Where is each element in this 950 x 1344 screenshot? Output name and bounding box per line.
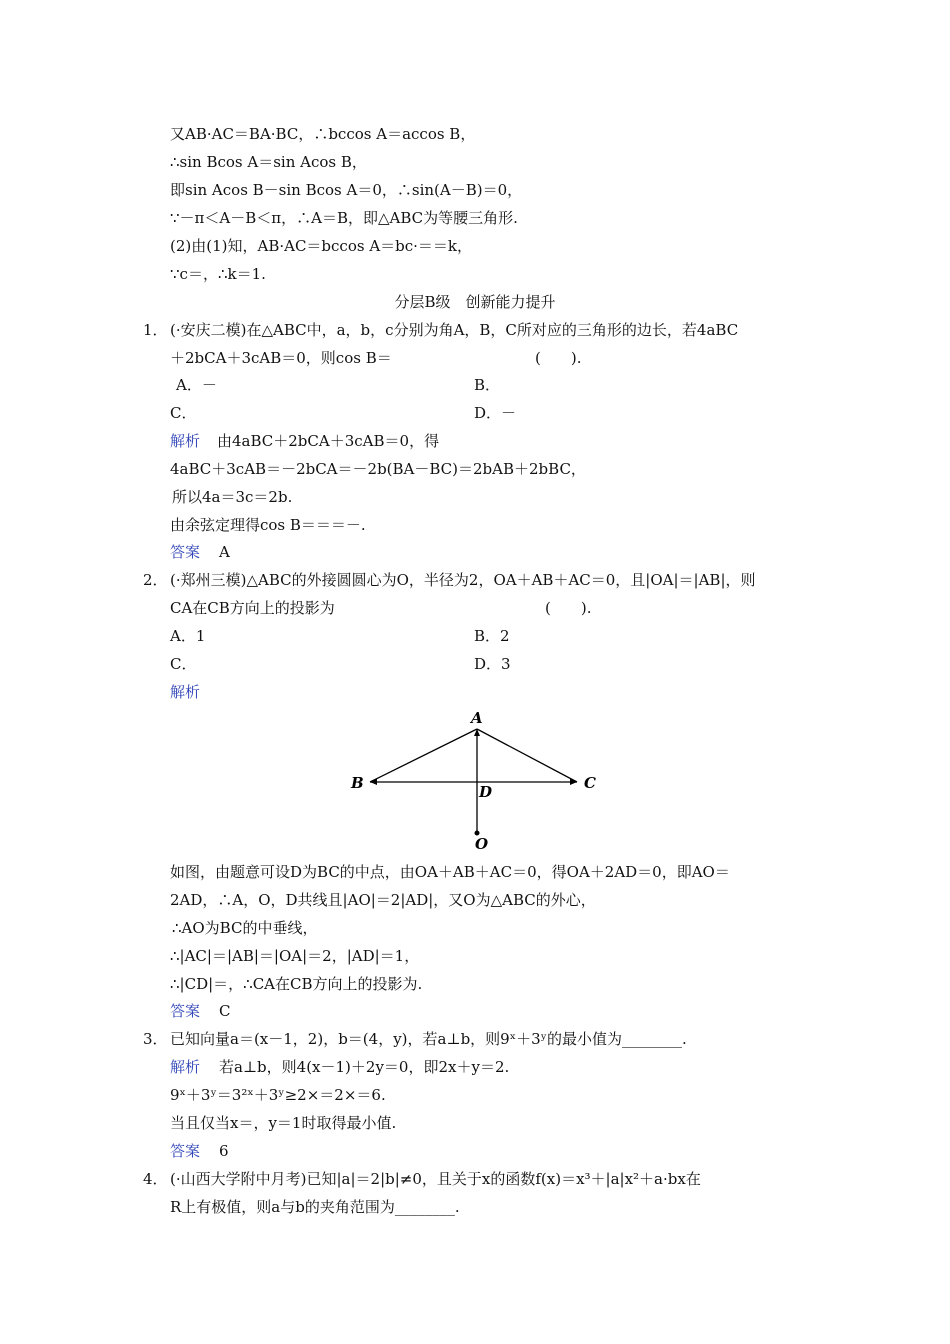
q2-stem-line-1: (·郑州三模)△ABC的外接圆圆心为O，半径为2，OA＋AB＋AC＝0，且|OA|＝|AB|，则 xyxy=(170,571,756,589)
q2-solution-line-3: ∴AO为BC的中垂线， xyxy=(172,919,318,937)
q3-number: 3． xyxy=(143,1030,168,1048)
point-label-o: O xyxy=(475,835,489,853)
q3-answer-label: 答案 xyxy=(170,1142,201,1160)
prev-line-3: 即sin Acos B－sin Bcos A＝0，∴sin(A－B)＝0， xyxy=(170,181,523,199)
section-title: 分层B级 创新能力提升 xyxy=(394,293,556,311)
q2-answer-label: 答案 xyxy=(170,1002,201,1020)
point-label-d: D xyxy=(479,783,493,801)
q1-option-d: D．－ xyxy=(474,404,517,422)
q2-solution-line-1: 如图，由题意可设D为BC的中点，由OA＋AB＋AC＝0，得OA＋2AD＝0，即AO＝ xyxy=(170,863,730,881)
q3-solution-line-1: 若a⊥b，则4(x－1)＋2y＝0，即2x＋y＝2. xyxy=(219,1058,510,1076)
prev-line-6: ∵c＝，∴k＝1. xyxy=(170,265,266,283)
q3-stem: 已知向量a＝(x－1，2)，b＝(4，y)，若a⊥b，则9ˣ＋3ʸ的最小值为________. xyxy=(170,1030,687,1048)
q2-analysis-label: 解析 xyxy=(170,683,201,701)
q1-solution-line-3: 所以4a＝3c＝2b. xyxy=(172,488,293,506)
prev-line-4: ∵－π＜A－B＜π，∴A＝B，即△ABC为等腰三角形. xyxy=(170,209,518,227)
q1-stem-line-2: ＋2bCA＋3cAB＝0，则cos B＝ xyxy=(170,349,392,367)
q4-stem-line-2: R上有极值，则a与b的夹角范围为________. xyxy=(170,1198,460,1216)
prev-line-2: ∴sin Bcos A＝sin Acos B， xyxy=(170,153,367,171)
q3-answer-value: 6 xyxy=(219,1142,229,1160)
q1-answer-label: 答案 xyxy=(170,543,201,561)
q1-option-a: A．－ xyxy=(176,376,217,394)
segment-ab xyxy=(370,729,477,782)
prev-line-1: 又AB·AC＝BA·BC，∴bccos A＝accos B， xyxy=(170,125,476,143)
q1-answer-value: A xyxy=(219,543,230,561)
q2-answer-paren: ( ). xyxy=(545,599,592,617)
q2-option-c: C． xyxy=(170,655,197,673)
triangle-figure xyxy=(340,705,620,855)
q3-analysis-label: 解析 xyxy=(170,1058,201,1076)
q1-stem-line-1: (·安庆二模)在△ABC中，a，b，c分别为角A，B，C所对应的三角形的边长，若4aBC xyxy=(170,321,739,339)
q1-solution-line-4: 由余弦定理得cos B＝＝＝－. xyxy=(170,516,366,534)
q4-stem-line-1: (·山西大学附中月考)已知|a|＝2|b|≠0，且关于x的函数f(x)＝x³＋|a|x²＋a·bx在 xyxy=(170,1170,701,1188)
q2-number: 2． xyxy=(143,571,168,589)
q1-option-c: C． xyxy=(170,404,197,422)
q2-option-a: A．1 xyxy=(170,627,206,645)
vertex-label-c: C xyxy=(584,774,596,792)
q1-solution-line-1: 由4aBC＋2bCA＋3cAB＝0，得 xyxy=(217,432,440,450)
q2-stem-line-2: CA在CB方向上的投影为 xyxy=(170,599,335,617)
q2-option-b: B．2 xyxy=(474,627,510,645)
q1-answer-paren: ( ). xyxy=(535,349,582,367)
q2-solution-line-4: ∴|AC|＝|AB|＝|OA|＝2，|AD|＝1， xyxy=(170,947,420,965)
q2-solution-line-2: 2AD，∴A，O，D共线且|AO|＝2|AD|，又O为△ABC的外心， xyxy=(170,891,596,909)
q3-solution-line-2: 9ˣ＋3ʸ＝3²ˣ＋3ʸ≥2×＝2×＝6. xyxy=(170,1086,386,1104)
q2-solution-line-5: ∴|CD|＝，∴CA在CB方向上的投影为. xyxy=(170,975,423,993)
segment-ac xyxy=(477,729,577,782)
q1-number: 1． xyxy=(143,321,168,339)
q2-option-d: D．3 xyxy=(474,655,511,673)
q4-number: 4． xyxy=(143,1170,168,1188)
q1-solution-line-2: 4aBC＋3cAB＝－2bCA＝－2b(BA－BC)＝2bAB＋2bBC， xyxy=(170,460,586,478)
prev-line-5: (2)由(1)知，AB·AC＝bccos A＝bc·＝＝k， xyxy=(170,237,473,255)
q1-option-b: B． xyxy=(474,376,501,394)
q1-analysis-label: 解析 xyxy=(170,432,201,450)
q2-answer-value: C xyxy=(219,1002,231,1020)
vertex-label-b: B xyxy=(351,774,364,792)
q3-solution-line-3: 当且仅当x＝，y＝1时取得最小值. xyxy=(170,1114,397,1132)
vertex-label-a: A xyxy=(471,709,483,727)
